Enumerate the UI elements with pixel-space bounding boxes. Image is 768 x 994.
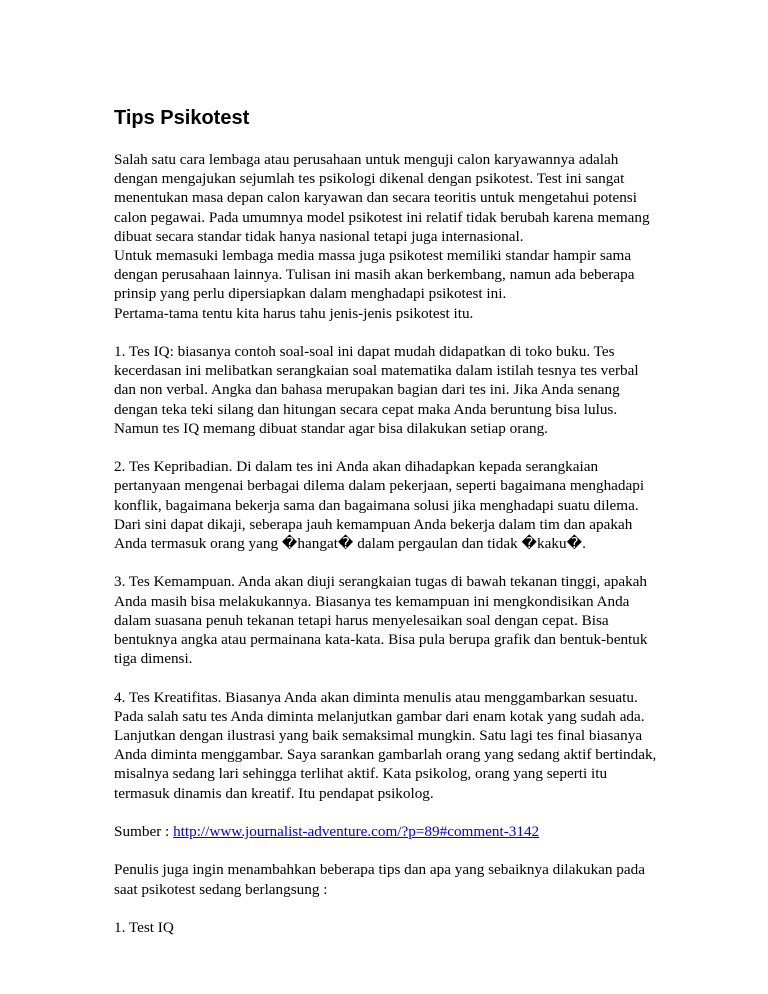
text-line: dengan teka teki silang dan hitungan secara cepat maka Anda beruntung bisa lulus. (114, 400, 618, 418)
text-line: tiga dimensi. (114, 650, 193, 668)
source-link[interactable]: http://www.journalist-adventure.com/?p=89#comment-3142 (173, 823, 540, 841)
source-paragraph (114, 822, 674, 841)
text-line: menentukan masa depan calon karyawan dan secara teoritis untuk mengetahui potensi (114, 189, 637, 207)
tes-kreatifitas-paragraph (114, 688, 674, 803)
text-line: Anda diminta menggambar. Saya sarankan gambarlah orang yang sedang aktif bertindak, (114, 746, 657, 764)
closing-paragraph (114, 860, 674, 898)
text-line: Pada salah satu tes Anda diminta melanjutkan gambar dari enam kotak yang sudah ada. (114, 707, 645, 725)
text-line: pertanyaan mengenai berbagai dilema dalam pekerjaan, seperti bagaimana menghadapi (114, 477, 645, 495)
text-line: 4. Tes Kreatifitas. Biasanya Anda akan diminta menulis atau menggambarkan sesuatu. (114, 688, 638, 706)
tes-kemampuan-paragraph (114, 572, 674, 668)
text-line: prinsip yang perlu dipersiapkan dalam menghadapi psikotest ini. (114, 285, 507, 303)
section-heading: 1. Test IQ (114, 919, 174, 937)
tes-kepribadian-paragraph (114, 457, 674, 553)
text-line: Lanjutkan dengan ilustrasi yang baik semaksimal mungkin. Satu lagi tes final biasanya (114, 727, 643, 745)
document-body (114, 150, 674, 956)
text-line: termasuk dinamis dan kreatif. Itu pendapat psikolog. (114, 784, 434, 802)
text-line: dan non verbal. Angka dan bahasa merupakan bagian dari tes ini. Jika Anda senang (114, 381, 620, 399)
text-line: Dari sini dapat dikaji, seberapa jauh kemampuan Anda bekerja dalam tim dan apakah (114, 515, 633, 533)
text-line: konflik, bagaimana bekerja sama dan bagaimana solusi jika menghadapi suatu dilema. (114, 496, 639, 514)
tes-iq-paragraph (114, 342, 674, 438)
text-line: calon pegawai. Pada umumnya model psikotest ini relatif tidak berubah karena memang (114, 208, 650, 226)
text-line: Namun tes IQ memang dibuat standar agar bisa dilakukan setiap orang. (114, 419, 548, 437)
text-line: Penulis juga ingin menambahkan beberapa tips dan apa yang sebaiknya dilakukan pada (114, 861, 645, 879)
text-line: Pertama-tama tentu kita harus tahu jenis-jenis psikotest itu. (114, 304, 474, 322)
text-line: dengan mengajukan sejumlah tes psikologi dikenal dengan psikotest. Test ini sangat (114, 170, 625, 188)
text-line: 1. Tes IQ: biasanya contoh soal-soal ini dapat mudah didapatkan di toko buku. Tes (114, 343, 615, 361)
text-line: bentuknya angka atau permainana kata-kata. Bisa pula berupa grafik dan bentuk-bentuk (114, 631, 648, 649)
source-label: Sumber : (114, 823, 174, 841)
text-line: Anda masih bisa melakukannya. Biasanya tes kemampuan ini mengkondisikan Anda (114, 592, 630, 610)
text-line: saat psikotest sedang berlangsung : (114, 880, 328, 898)
intro-paragraph (114, 150, 674, 323)
text-line: 3. Tes Kemampuan. Anda akan diuji serangkaian tugas di bawah tekanan tinggi, apakah (114, 573, 648, 591)
document-title: Tips Psikotest (114, 107, 250, 129)
source-line (114, 822, 674, 841)
text-line: Untuk memasuki lembaga media massa juga psikotest memiliki standar hampir sama (114, 247, 632, 265)
text-line: dengan perusahaan lainnya. Tulisan ini masih akan berkembang, namun ada beberapa (114, 266, 635, 284)
text-line: dalam suasana penuh tekanan tetapi harus menyelesaikan soal dengan cepat. Bisa (114, 611, 609, 629)
text-line: kecerdasan ini melibatkan serangkaian soal matematika dalam istilah tesnya tes verbal (114, 362, 639, 380)
last-heading-paragraph (114, 918, 674, 937)
text-line: Salah satu cara lembaga atau perusahaan untuk menguji calon karyawannya adalah (114, 151, 619, 168)
text-line: misalnya sedang lari sehingga terlihat aktif. Kata psikolog, orang yang seperti itu (114, 765, 608, 783)
text-line: Anda termasuk orang yang �hangat� dalam pergaulan dan tidak �kaku�. (114, 535, 586, 553)
text-line: 2. Tes Kepribadian. Di dalam tes ini Anda akan dihadapkan kepada serangkaian (114, 458, 599, 476)
text-line: dibuat secara standar tidak hanya nasional tetapi juga internasional. (114, 227, 524, 245)
